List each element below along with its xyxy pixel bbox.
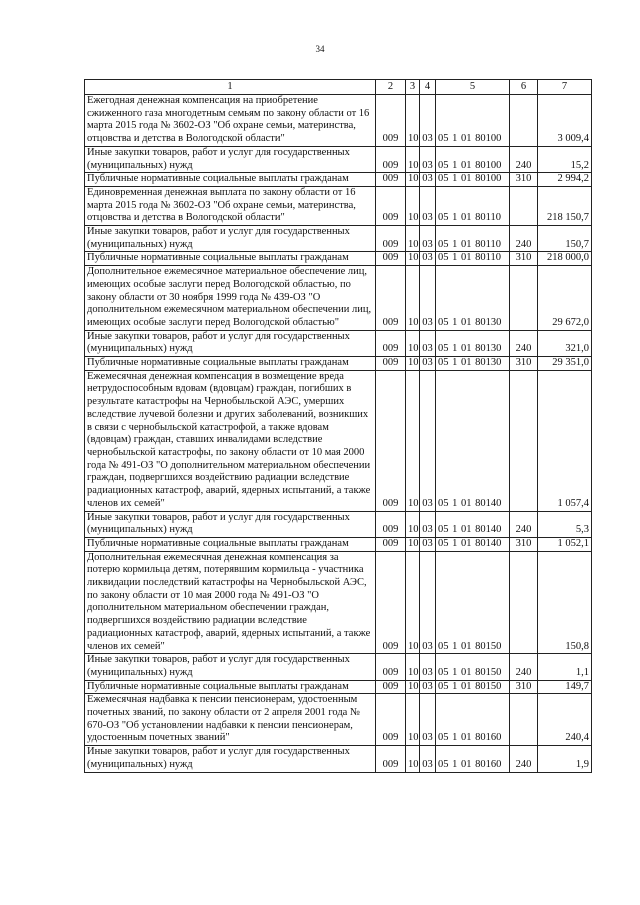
- subsection-cell: 03: [420, 330, 436, 356]
- table-row: [85, 370, 592, 511]
- header-cell: 7: [538, 80, 592, 95]
- admin-code-cell: 009: [376, 357, 406, 371]
- target-article-cell: 05 1 01 80140: [436, 537, 510, 551]
- table-row: [85, 537, 592, 551]
- section-cell: 10: [406, 186, 420, 225]
- amount-cell: 1,1: [538, 654, 592, 680]
- section-cell: 10: [406, 680, 420, 694]
- section-cell: 10: [406, 654, 420, 680]
- admin-code-cell: 009: [376, 330, 406, 356]
- amount-cell: 240,4: [538, 694, 592, 746]
- amount-cell: 1 057,4: [538, 370, 592, 511]
- table-row: [85, 146, 592, 172]
- expense-type-cell: [510, 186, 538, 225]
- page-number: 34: [315, 44, 325, 54]
- subsection-cell: 03: [420, 746, 436, 772]
- section-cell: 10: [406, 95, 420, 147]
- subsection-cell: 03: [420, 266, 436, 331]
- amount-cell: 218 150,7: [538, 186, 592, 225]
- target-article-cell: 05 1 01 80110: [436, 226, 510, 252]
- expense-type-cell: 240: [510, 146, 538, 172]
- subsection-cell: 03: [420, 226, 436, 252]
- table-row: [85, 252, 592, 266]
- amount-cell: 218 000,0: [538, 252, 592, 266]
- row-name-cell: Иные закупки товаров, работ и услуг для государственных (муниципальных) нужд: [85, 330, 376, 356]
- expense-type-cell: 240: [510, 746, 538, 772]
- target-article-cell: 05 1 01 80100: [436, 146, 510, 172]
- table-row: [85, 173, 592, 187]
- section-cell: 10: [406, 146, 420, 172]
- table-row: [85, 95, 592, 147]
- header-cell: 2: [376, 80, 406, 95]
- admin-code-cell: 009: [376, 186, 406, 225]
- target-article-cell: 05 1 01 80110: [436, 252, 510, 266]
- subsection-cell: 03: [420, 537, 436, 551]
- amount-cell: 2 994,2: [538, 173, 592, 187]
- admin-code-cell: 009: [376, 370, 406, 511]
- target-article-cell: 05 1 01 80130: [436, 330, 510, 356]
- row-name-cell: Иные закупки товаров, работ и услуг для государственных (муниципальных) нужд: [85, 746, 376, 772]
- expense-type-cell: 240: [510, 330, 538, 356]
- table-row: [85, 680, 592, 694]
- target-article-cell: 05 1 01 80150: [436, 680, 510, 694]
- table-header-row: [85, 80, 592, 95]
- row-name-cell: Ежегодная денежная компенсация на приобретение сжиженного газа многодетным семьям по закону области от 16 марта 2015 года № 3602-ОЗ "Об охране семьи, материнства, отцовства и детства в Вологодской области": [85, 95, 376, 147]
- table-row: [85, 357, 592, 371]
- subsection-cell: 03: [420, 186, 436, 225]
- table-row: [85, 330, 592, 356]
- row-name-cell: Ежемесячная надбавка к пенсии пенсионерам, удостоенным почетных званий, по закону области от 2 апреля 2001 года № 670-ОЗ "Об установлении надбавки к пенсии пенсионерам, удостоенным почетных званий": [85, 694, 376, 746]
- section-cell: 10: [406, 370, 420, 511]
- admin-code-cell: 009: [376, 537, 406, 551]
- subsection-cell: 03: [420, 146, 436, 172]
- section-cell: 10: [406, 694, 420, 746]
- expense-type-cell: 310: [510, 252, 538, 266]
- amount-cell: 1 052,1: [538, 537, 592, 551]
- admin-code-cell: 009: [376, 146, 406, 172]
- subsection-cell: 03: [420, 173, 436, 187]
- row-name-cell: Иные закупки товаров, работ и услуг для государственных (муниципальных) нужд: [85, 146, 376, 172]
- expense-type-cell: [510, 370, 538, 511]
- section-cell: 10: [406, 511, 420, 537]
- admin-code-cell: 009: [376, 95, 406, 147]
- expense-type-cell: [510, 694, 538, 746]
- section-cell: 10: [406, 266, 420, 331]
- row-name-cell: Публичные нормативные социальные выплаты гражданам: [85, 680, 376, 694]
- target-article-cell: 05 1 01 80160: [436, 746, 510, 772]
- row-name-cell: Иные закупки товаров, работ и услуг для государственных (муниципальных) нужд: [85, 511, 376, 537]
- amount-cell: 150,8: [538, 551, 592, 654]
- section-cell: 10: [406, 226, 420, 252]
- table-row: [85, 266, 592, 331]
- row-name-cell: Иные закупки товаров, работ и услуг для государственных (муниципальных) нужд: [85, 226, 376, 252]
- admin-code-cell: 009: [376, 226, 406, 252]
- admin-code-cell: 009: [376, 511, 406, 537]
- amount-cell: 150,7: [538, 226, 592, 252]
- subsection-cell: 03: [420, 95, 436, 147]
- admin-code-cell: 009: [376, 551, 406, 654]
- expense-type-cell: [510, 95, 538, 147]
- admin-code-cell: 009: [376, 694, 406, 746]
- subsection-cell: 03: [420, 252, 436, 266]
- target-article-cell: 05 1 01 80140: [436, 511, 510, 537]
- expense-type-cell: 310: [510, 680, 538, 694]
- admin-code-cell: 009: [376, 680, 406, 694]
- target-article-cell: 05 1 01 80150: [436, 551, 510, 654]
- expense-type-cell: [510, 551, 538, 654]
- expense-type-cell: 240: [510, 226, 538, 252]
- target-article-cell: 05 1 01 80130: [436, 266, 510, 331]
- target-article-cell: 05 1 01 80160: [436, 694, 510, 746]
- amount-cell: 321,0: [538, 330, 592, 356]
- admin-code-cell: 009: [376, 252, 406, 266]
- target-article-cell: 05 1 01 80110: [436, 186, 510, 225]
- header-cell: 4: [420, 80, 436, 95]
- section-cell: 10: [406, 537, 420, 551]
- table-row: [85, 654, 592, 680]
- section-cell: 10: [406, 252, 420, 266]
- row-name-cell: Иные закупки товаров, работ и услуг для государственных (муниципальных) нужд: [85, 654, 376, 680]
- table-row: [85, 746, 592, 772]
- target-article-cell: 05 1 01 80100: [436, 173, 510, 187]
- section-cell: 10: [406, 173, 420, 187]
- row-name-cell: Публичные нормативные социальные выплаты гражданам: [85, 173, 376, 187]
- expense-type-cell: 310: [510, 357, 538, 371]
- target-article-cell: 05 1 01 80150: [436, 654, 510, 680]
- subsection-cell: 03: [420, 551, 436, 654]
- header-cell: 3: [406, 80, 420, 95]
- table-row: [85, 694, 592, 746]
- amount-cell: 5,3: [538, 511, 592, 537]
- header-cell: 1: [85, 80, 376, 95]
- expense-type-cell: 310: [510, 173, 538, 187]
- subsection-cell: 03: [420, 357, 436, 371]
- subsection-cell: 03: [420, 694, 436, 746]
- amount-cell: 149,7: [538, 680, 592, 694]
- header-cell: 6: [510, 80, 538, 95]
- amount-cell: 3 009,4: [538, 95, 592, 147]
- table-row: [85, 186, 592, 225]
- table-row: [85, 226, 592, 252]
- admin-code-cell: 009: [376, 746, 406, 772]
- subsection-cell: 03: [420, 680, 436, 694]
- section-cell: 10: [406, 330, 420, 356]
- row-name-cell: Единовременная денежная выплата по закону области от 16 марта 2015 года № 3602-ОЗ "Об охране семьи, материнства, отцовства и детства в Вологодской области": [85, 186, 376, 225]
- table-row: [85, 511, 592, 537]
- admin-code-cell: 009: [376, 173, 406, 187]
- section-cell: 10: [406, 746, 420, 772]
- subsection-cell: 03: [420, 511, 436, 537]
- amount-cell: 29 351,0: [538, 357, 592, 371]
- row-name-cell: Публичные нормативные социальные выплаты гражданам: [85, 252, 376, 266]
- target-article-cell: 05 1 01 80140: [436, 370, 510, 511]
- table-row: [85, 551, 592, 654]
- row-name-cell: Ежемесячная денежная компенсация в возмещение вреда нетрудоспособным вдовам (вдовцам) граждан, погибших в результате катастрофы на Чернобыльской АЭС, умерших вследствие лучевой болезни и других заболеваний, возникших в связи с чернобыльской катастрофой, а также вдовам (вдовцам) граждан, ставших инвалидами вследствие чернобыльской катастрофы, по закону области от 10 мая 2000 года № 491-ОЗ "О дополнительном материальном обеспечении граждан, подвергшихся воздействию радиации вследствие радиационных катастроф, аварий, ядерных испытаний, а также членов их семей": [85, 370, 376, 511]
- subsection-cell: 03: [420, 370, 436, 511]
- section-cell: 10: [406, 551, 420, 654]
- section-cell: 10: [406, 357, 420, 371]
- expense-type-cell: 240: [510, 654, 538, 680]
- target-article-cell: 05 1 01 80130: [436, 357, 510, 371]
- row-name-cell: Дополнительная ежемесячная денежная компенсация за потерю кормильца детям, потерявшим кормильца - участника ликвидации последствий катастрофы на Чернобыльской АЭС, по закону области от 10 мая 2000 года № 491-ОЗ "О дополнительном материальном обеспечении граждан, подвергшихся воздействию радиации вследствие радиационных катастроф, аварий, ядерных испытаний, а также членов их семей": [85, 551, 376, 654]
- expense-type-cell: [510, 266, 538, 331]
- amount-cell: 29 672,0: [538, 266, 592, 331]
- admin-code-cell: 009: [376, 654, 406, 680]
- expense-type-cell: 240: [510, 511, 538, 537]
- subsection-cell: 03: [420, 654, 436, 680]
- admin-code-cell: 009: [376, 266, 406, 331]
- amount-cell: 15,2: [538, 146, 592, 172]
- amount-cell: 1,9: [538, 746, 592, 772]
- header-cell: 5: [436, 80, 510, 95]
- budget-table: [84, 79, 592, 773]
- expense-type-cell: 310: [510, 537, 538, 551]
- target-article-cell: 05 1 01 80100: [436, 95, 510, 147]
- row-name-cell: Дополнительное ежемесячное материальное обеспечение лиц, имеющих особые заслуги перед Вологодской областью, по закону области от 30 ноября 1999 года № 439-ОЗ "О дополнительном ежемесячном материальном обеспечении лиц, имеющих особые заслуги перед Вологодской областью": [85, 266, 376, 331]
- row-name-cell: Публичные нормативные социальные выплаты гражданам: [85, 537, 376, 551]
- row-name-cell: Публичные нормативные социальные выплаты гражданам: [85, 357, 376, 371]
